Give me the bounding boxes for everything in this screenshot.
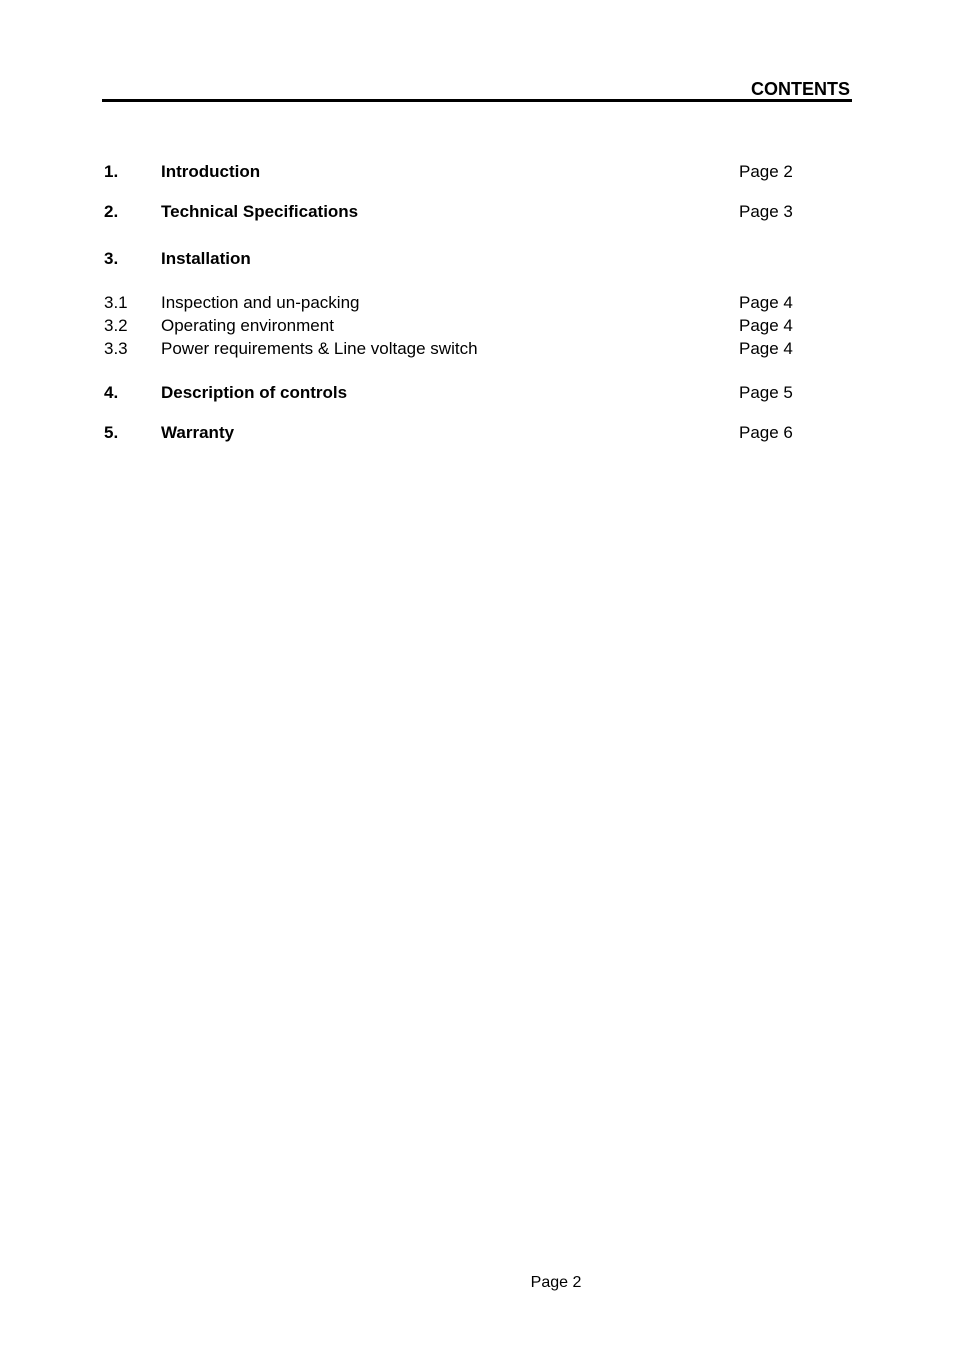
toc-entry-number: 3.1: [104, 293, 128, 312]
toc-entry-title: Technical Specifications: [161, 202, 359, 221]
toc-entry-power-requirements[interactable]: [0, 337, 954, 361]
toc-entry-inspection-and-unpacking[interactable]: [0, 291, 954, 315]
toc-entry-operating-environment[interactable]: [0, 314, 954, 338]
toc-entry-page: Page 4: [739, 316, 793, 335]
toc-entry-title: Installation: [161, 249, 251, 268]
toc-entry-page: Page 4: [739, 339, 793, 358]
toc-entry-title: Description of controls: [161, 383, 348, 402]
toc-entry-description-of-controls[interactable]: [0, 381, 954, 405]
toc-entry-number: 1.: [104, 162, 119, 181]
toc-entry-title: Inspection and un-packing: [161, 293, 360, 312]
toc-entry-introduction[interactable]: [0, 160, 954, 184]
footer-page-number: Page 2: [530, 1274, 582, 1291]
toc-entry-page: Page 2: [739, 162, 793, 181]
toc-entry-technical-specifications[interactable]: [0, 200, 954, 224]
toc-entry-installation[interactable]: [0, 247, 954, 271]
toc-entry-number: 2.: [104, 202, 119, 221]
toc-entry-title: Power requirements & Line voltage switch: [161, 339, 478, 358]
toc-entry-title: Warranty: [161, 423, 235, 442]
toc-entry-number: 3.3: [104, 339, 128, 358]
contents-heading: CONTENTS: [751, 79, 850, 99]
toc-entry-title: Operating environment: [161, 316, 334, 335]
toc-entry-page: Page 5: [739, 383, 793, 402]
toc-entry-warranty[interactable]: [0, 421, 954, 445]
toc-entry-page: Page 4: [739, 293, 793, 312]
toc-entry-title: Introduction: [161, 162, 261, 181]
toc-entry-number: 4.: [104, 383, 119, 402]
toc-entry-page: Page 3: [739, 202, 793, 221]
toc-entry-number: 5.: [104, 423, 119, 442]
toc-entry-page: Page 6: [739, 423, 793, 442]
toc-entry-number: 3.: [104, 249, 119, 268]
header-rule: [102, 99, 852, 102]
toc-entry-number: 3.2: [104, 316, 128, 335]
